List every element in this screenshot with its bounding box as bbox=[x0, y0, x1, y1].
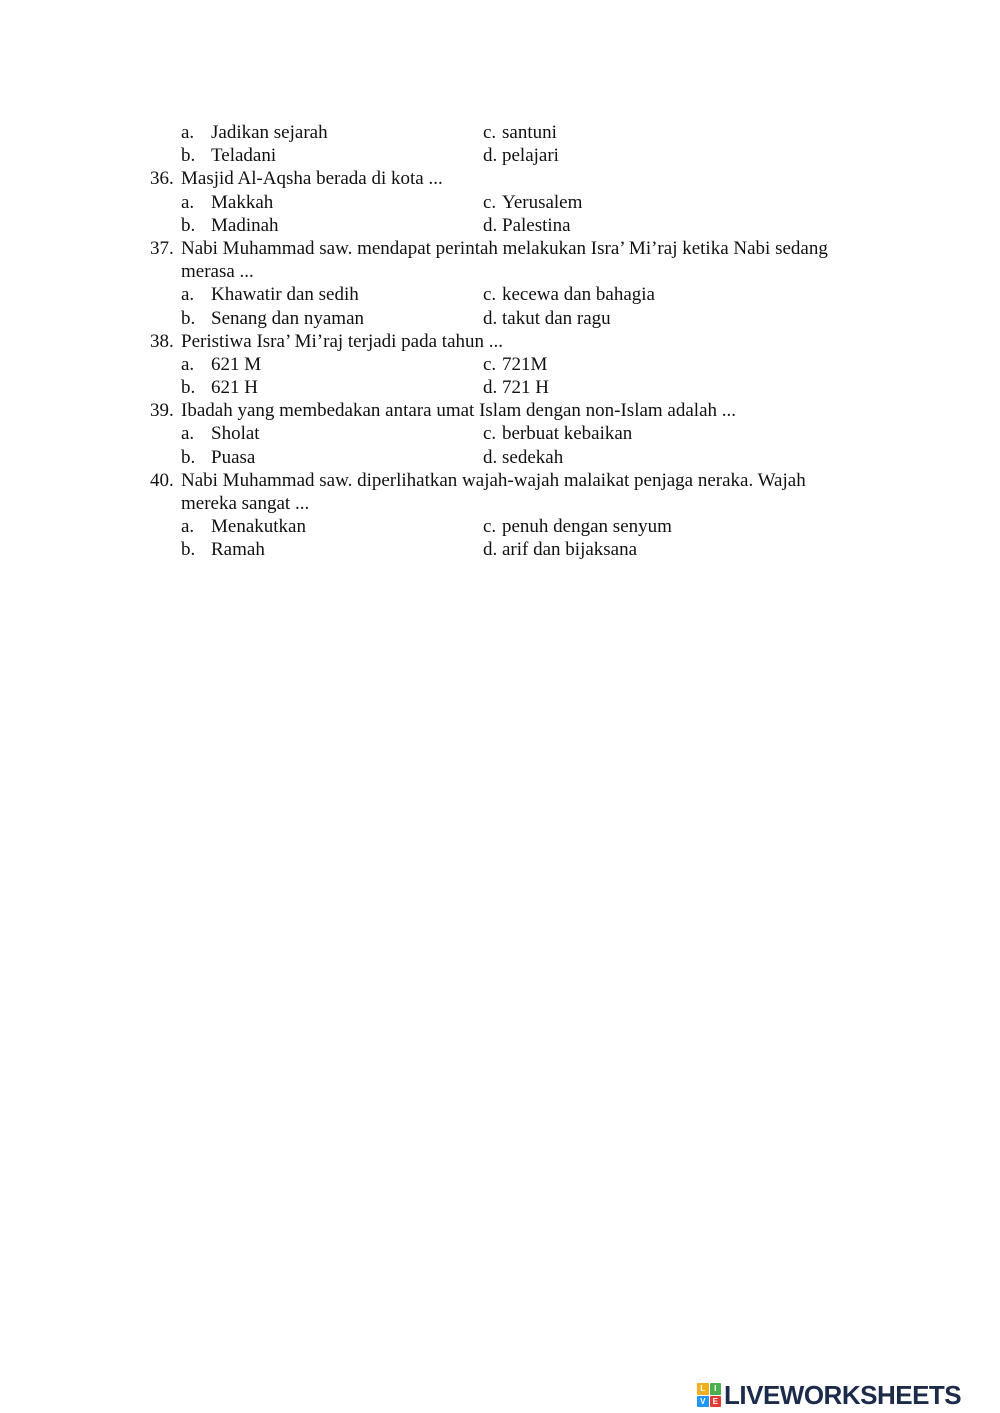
question-text: Masjid Al-Aqsha berada di kota ... bbox=[181, 168, 443, 190]
option-text: Khawatir dan sedih bbox=[211, 284, 359, 306]
option-letter: d. bbox=[483, 214, 498, 236]
option-letter: b. bbox=[181, 214, 196, 236]
option-text: Jadikan sejarah bbox=[211, 122, 328, 143]
options-row-ac bbox=[0, 191, 1000, 214]
logo-tile: I bbox=[710, 1383, 722, 1395]
question-36 bbox=[0, 167, 1000, 190]
logo-mark-icon bbox=[697, 1383, 721, 1407]
question-number: 37. bbox=[150, 237, 174, 259]
liveworksheets-logo[interactable] bbox=[697, 1380, 961, 1410]
option-letter: a. bbox=[181, 122, 195, 143]
question-37-continued bbox=[0, 260, 1000, 283]
option-text: Yerusalem bbox=[502, 191, 583, 213]
option-letter: c. bbox=[483, 191, 497, 213]
options-row-ac bbox=[0, 422, 1000, 445]
question-text: Peristiwa Isra’ Mi’raj terjadi pada tahun ... bbox=[181, 330, 504, 352]
option-text: berbuat kebaikan bbox=[502, 423, 633, 445]
option-letter: a. bbox=[181, 423, 195, 445]
option-text: sedekah bbox=[502, 446, 564, 468]
option-text: 721 H bbox=[502, 377, 549, 399]
question-number: 38. bbox=[150, 330, 174, 352]
question-text: mereka sangat ... bbox=[181, 493, 310, 514]
question-text: Nabi Muhammad saw. diperlihatkan wajah-wajah malaikat penjaga neraka. Wajah bbox=[181, 469, 806, 491]
options-row-bd bbox=[0, 307, 1000, 330]
option-letter: c. bbox=[483, 423, 497, 445]
brand-name: LIVEWORKSHEETS bbox=[724, 1379, 962, 1410]
option-text: pelajari bbox=[502, 145, 559, 167]
logo-tile: V bbox=[697, 1396, 709, 1408]
option-text: 721M bbox=[502, 353, 548, 375]
option-text: 621 M bbox=[211, 353, 262, 375]
option-letter: d. bbox=[483, 446, 498, 468]
options-row-ac bbox=[0, 515, 1000, 538]
option-letter: b. bbox=[181, 446, 196, 468]
option-text: Puasa bbox=[211, 446, 256, 468]
option-letter: c. bbox=[483, 516, 497, 538]
question-number: 40. bbox=[150, 469, 174, 491]
option-letter: c. bbox=[483, 353, 497, 375]
option-letter: b. bbox=[181, 307, 196, 329]
option-text: Madinah bbox=[211, 214, 279, 236]
option-letter: b. bbox=[181, 145, 196, 167]
option-letter: c. bbox=[483, 122, 497, 143]
option-text: 621 H bbox=[211, 377, 258, 399]
question-40 bbox=[0, 469, 1000, 492]
logo-tile: L bbox=[697, 1383, 709, 1395]
option-text: kecewa dan bahagia bbox=[502, 284, 655, 306]
logo-tile: E bbox=[710, 1396, 722, 1408]
options-row-bd bbox=[0, 214, 1000, 237]
option-letter: d. bbox=[483, 307, 498, 329]
question-number: 36. bbox=[150, 168, 174, 190]
option-letter: d. bbox=[483, 145, 498, 167]
options-row-ac bbox=[0, 283, 1000, 306]
option-letter: c. bbox=[483, 284, 497, 306]
options-row-bd bbox=[0, 446, 1000, 469]
option-letter: a. bbox=[181, 516, 195, 538]
option-text: Menakutkan bbox=[211, 516, 306, 538]
option-text: arif dan bijaksana bbox=[502, 539, 638, 561]
option-letter: a. bbox=[181, 284, 195, 306]
question-text: Ibadah yang membedakan antara umat Islam dengan non-Islam adalah ... bbox=[181, 400, 737, 422]
option-letter: a. bbox=[181, 353, 195, 375]
option-text: takut dan ragu bbox=[502, 307, 611, 329]
question-40-continued bbox=[0, 492, 1000, 515]
option-text: Makkah bbox=[211, 191, 274, 213]
option-text: Ramah bbox=[211, 539, 265, 561]
option-text: santuni bbox=[502, 122, 557, 143]
options-row-ac bbox=[0, 353, 1000, 376]
options-row-ac bbox=[0, 121, 1000, 144]
option-letter: b. bbox=[181, 539, 196, 561]
option-letter: d. bbox=[483, 539, 498, 561]
option-text: Senang dan nyaman bbox=[211, 307, 365, 329]
question-text: merasa ... bbox=[181, 261, 254, 283]
question-text: Nabi Muhammad saw. mendapat perintah melakukan Isra’ Mi’raj ketika Nabi sedang bbox=[181, 237, 828, 259]
option-letter: a. bbox=[181, 191, 195, 213]
option-letter: b. bbox=[181, 377, 196, 399]
question-number: 39. bbox=[150, 400, 174, 422]
options-row-bd bbox=[0, 144, 1000, 167]
option-letter: d. bbox=[483, 377, 498, 399]
options-row-bd bbox=[0, 376, 1000, 399]
question-38 bbox=[0, 330, 1000, 353]
question-39 bbox=[0, 399, 1000, 422]
option-text: Sholat bbox=[211, 423, 260, 445]
option-text: Palestina bbox=[502, 214, 571, 236]
option-text: Teladani bbox=[211, 145, 277, 167]
options-row-bd bbox=[0, 538, 1000, 561]
option-text: penuh dengan senyum bbox=[502, 516, 672, 538]
worksheet-page bbox=[0, 121, 1000, 562]
question-37 bbox=[0, 237, 1000, 260]
